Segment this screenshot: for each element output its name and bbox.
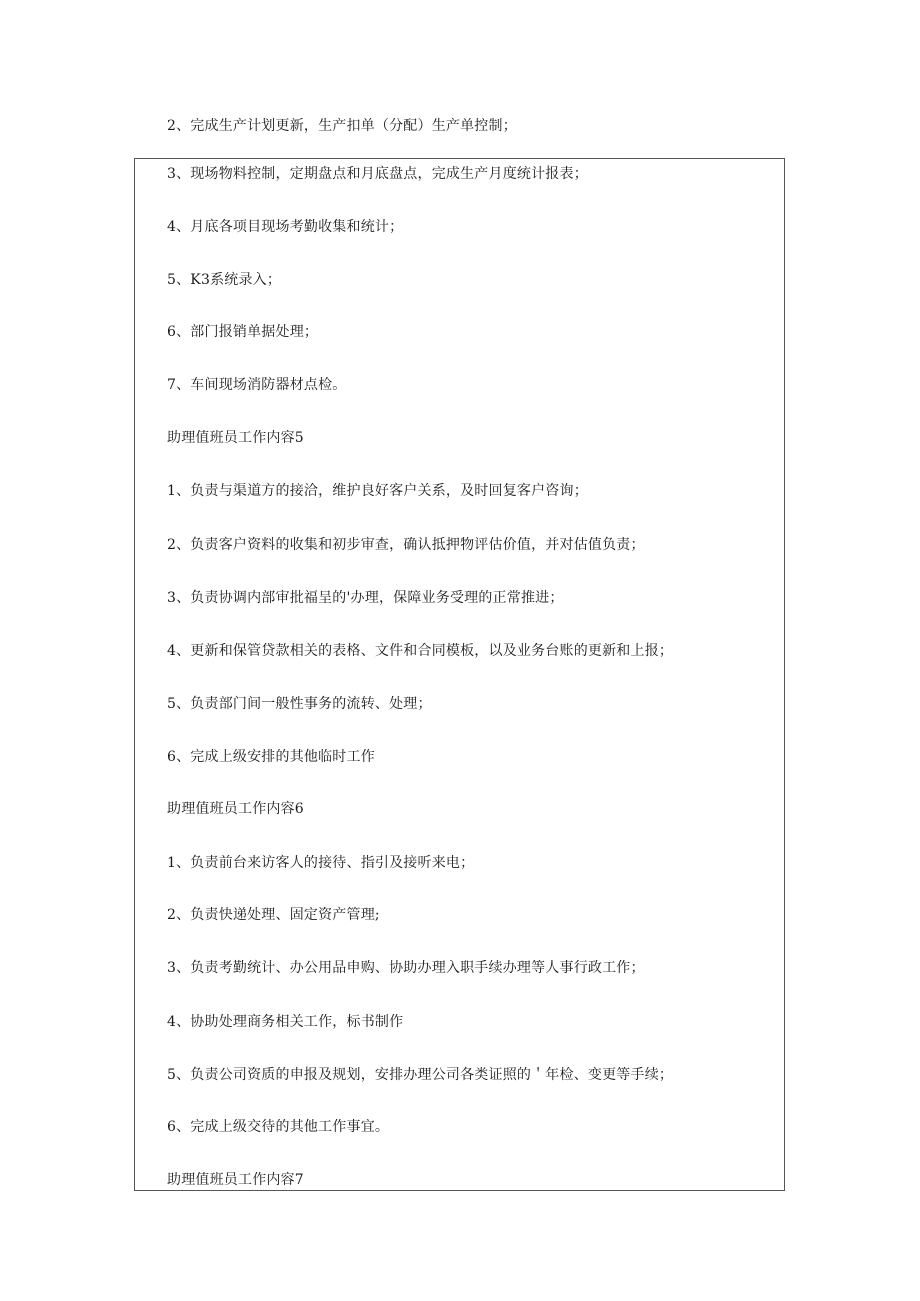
list-item: 7、车间现场消防器材点检。 xyxy=(167,377,347,393)
list-item: 3、现场物料控制，定期盘点和月底盘点，完成生产月度统计报表； xyxy=(167,166,588,182)
section-heading: 助理值班员工作内容5 xyxy=(167,430,304,446)
list-item: 3、负责考勤统计、办公用品申购、协助办理入职手续办理等人事行政工作； xyxy=(167,960,645,976)
list-item: 6、部门报销单据处理； xyxy=(167,324,319,340)
list-item: 6、完成上级交待的其他工作事宜。 xyxy=(167,1119,390,1135)
list-item: 2、负责客户资料的收集和初步审查，确认抵押物评估价值，并对估值负责； xyxy=(167,537,645,553)
list-item: 2、负责快递处理、固定资产管理; xyxy=(167,907,380,923)
list-item: 3、负责协调内部审批福呈的'办理，保障业务受理的正常推进； xyxy=(167,590,564,606)
list-item: 2、完成生产计划更新，生产扣单（分配）生产单控制； xyxy=(167,118,517,134)
document-frame xyxy=(134,158,785,1191)
list-item: 1、负责前台来访客人的接待、指引及接听来电； xyxy=(167,855,475,871)
list-item: 5、K3系统录入； xyxy=(167,272,282,288)
list-item: 4、月底各项目现场考勤收集和统计； xyxy=(167,219,404,235)
list-item: 5、负责部门间一般性事务的流转、处理； xyxy=(167,696,432,712)
list-item: 4、协助处理商务相关工作，标书制作 xyxy=(167,1014,404,1030)
section-heading: 助理值班员工作内容6 xyxy=(167,801,304,817)
list-item: 6、完成上级安排的其他临时工作 xyxy=(167,749,375,765)
list-item: 4、更新和保管贷款相关的表格、文件和合同模板，以及业务台账的更新和上报； xyxy=(167,643,674,659)
list-item: 5、负责公司资质的申报及规划，安排办理公司各类证照的＇年检、变更等手续； xyxy=(167,1067,674,1083)
section-heading: 助理值班员工作内容7 xyxy=(167,1172,304,1188)
list-item: 1、负责与渠道方的接洽，维护良好客户关系，及时回复客户咨询； xyxy=(167,483,588,499)
